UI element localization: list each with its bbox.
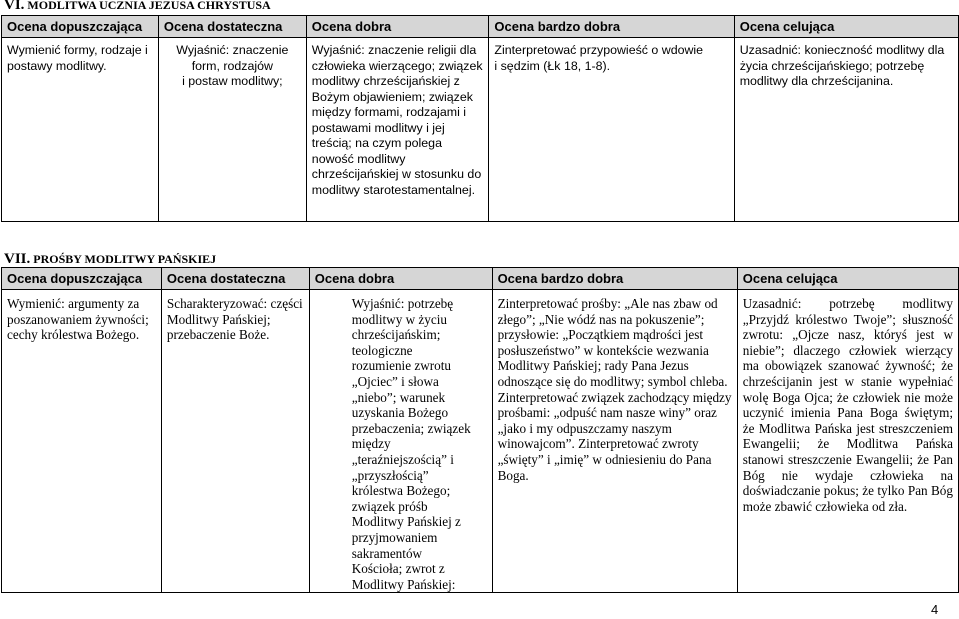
section-7-header-cell: Ocena dopuszczająca (2, 268, 162, 290)
section-6-title-text: MODLITWA UCZNIA JEZUSA CHRYSTUSA (24, 0, 271, 12)
section-7-header-cell: Ocena celująca (737, 268, 958, 290)
section-7-header-cell: Ocena dobra (309, 268, 492, 290)
section-7-cell-dopuszczajaca: Wymienić: argumenty za poszanowaniem żywności; cechy królestwa Bożego. (2, 290, 162, 593)
section-6-header-cell: Ocena dostateczna (158, 16, 306, 38)
section-7-cell-dostateczna: Scharakteryzować: części Modlitwy Pańskiej; przebaczenie Boże. (161, 290, 309, 593)
section-6-cell-celujaca: Uzasadnić: konieczność modlitwy dla życia chrześcijańskiego; potrzebę modlitwy dla chrześcijanina. (734, 38, 958, 222)
section-7-title (4, 251, 216, 268)
page-number: 4 (931, 602, 939, 617)
section-6-cell-dostateczna: Wyjaśnić: znaczenie form, rodzajów i postaw modlitwy; (158, 38, 306, 222)
section-6-header-cell: Ocena dopuszczająca (2, 16, 159, 38)
section-6-cell-bardzo-dobra: Zinterpretować przypowieść o wdowie i sędzim (Łk 18, 1-8). (489, 38, 734, 222)
section-7-content-row (2, 290, 959, 593)
section-6-content-row (2, 38, 959, 222)
section-6-table (1, 15, 959, 222)
section-7-title-text: PROŚBY MODLITWY PAŃSKIEJ (30, 252, 217, 266)
section-7-header-cell: Ocena dostateczna (161, 268, 309, 290)
section-7-number: VII. (4, 251, 31, 267)
section-6-number: VI. (4, 0, 25, 13)
section-7-cell-celujaca: Uzasadnić: potrzebę modlitwy „Przyjdź królestwo Twoje”; słuszność zwrotu: „Ojcze nasz, któryś jest w niebie”; dlaczego człowiek wierzący ma obowiązek szanować żywność; że chrześcijanin jest w stanie wypełniać wolę Boga Ojca; że człowiek nie może uczynić imienia Pana Boga świętym; że Modlitwa Pańska jest streszczeniem Ewangelii; że Modlitwa Pańska stanowi streszczenie Ewangelii; że Pan Bóg nie wydaje człowieka na doświadczanie pokus; że tylko Pan Bóg może zbawić człowieka od zła. (737, 290, 958, 593)
section-7-table (1, 267, 959, 593)
section-6-header-cell: Ocena bardzo dobra (489, 16, 734, 38)
section-7-header-cell: Ocena bardzo dobra (492, 268, 737, 290)
section-6-cell-dopuszczajaca: Wymienić formy, rodzaje i postawy modlitwy. (2, 38, 159, 222)
section-7-cell-dobra: Wyjaśnić: potrzebę modlitwy w życiu chrześcijańskim; teologiczne rozumienie zwrotu „Ojciec” i słowa „niebo”; warunek uzyskania Bożego przebaczenia; związek między „teraźniejszością” i „przyszłością” królestwa Bożego; związek próśb Modlitwy Pańskiej z przyjmowaniem sakramentów Kościoła; zwrot z Modlitwy Pańskiej: (309, 290, 492, 593)
section-6-title (4, 0, 271, 14)
section-6-header-row (2, 16, 959, 38)
section-6-header-cell: Ocena celująca (734, 16, 958, 38)
section-7-header-row (2, 268, 959, 290)
section-6-header-cell: Ocena dobra (306, 16, 489, 38)
section-7-cell-bardzo-dobra: Zinterpretować prośby: „Ale nas zbaw od złego”; „Nie wódź nas na pokuszenie”; przysłowie: „Początkiem mądrości jest posłuszeństwo” w kontekście wezwania Modlitwy Pańskiej; rady Pana Jezus odnoszące się do modlitwy; symbol chleba. Zinterpretować związek zachodzący między prośbami: „odpuść nam nasze winy” oraz „jako i my odpuszczamy naszym winowajcom”. Zinterpretować zwroty „święty” i „imię” w odniesieniu do Pana Boga. (492, 290, 737, 593)
section-6-cell-dobra: Wyjaśnić: znaczenie religii dla człowieka wierzącego; związek modlitwy chrześcijańskiej z Bożym objawieniem; związek między formami, rodzajami i postawami modlitwy i jej treścią; na czym polega nowość modlitwy chrześcijańskiej w stosunku do modlitwy starotestamentalnej. (306, 38, 489, 222)
